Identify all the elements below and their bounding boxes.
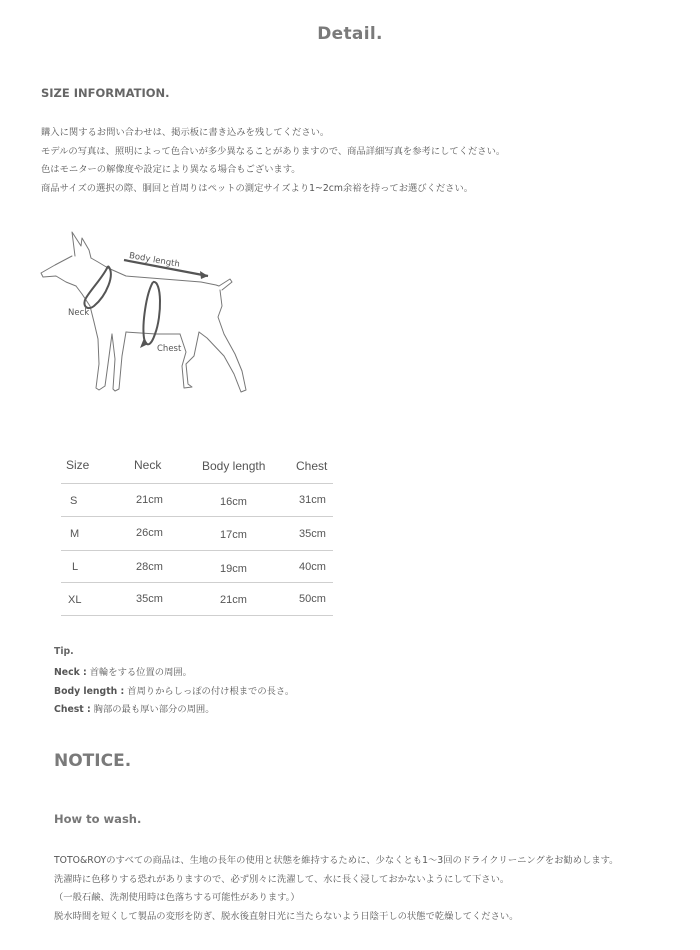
table-cell: 28cm [136, 561, 163, 573]
table-cell: 35cm [299, 528, 326, 540]
tip-item [54, 664, 192, 678]
size-info-line: 商品サイズの選択の際、胴回と首周りはペットの測定サイズより1~2cm余裕を持ってお選びください。 [41, 183, 474, 194]
table-header-size: Size [66, 458, 90, 472]
table-divider [61, 483, 333, 484]
tip-label: Chest : [54, 704, 91, 715]
size-info-line: 色はモニターの解像度や設定により異なる場合もございます。 [41, 164, 301, 175]
table-divider [61, 516, 333, 517]
body-length-label: Body length [128, 251, 181, 270]
tip-text: 首周りからしっぽの付け根までの長さ。 [124, 686, 295, 697]
table-cell: 50cm [299, 593, 326, 605]
table-cell: 26cm [136, 527, 163, 539]
table-cell: S [70, 495, 78, 507]
wash-line: 脱水時間を短くして製品の変形を防ぎ、脱水後直射日光に当たらないよう日陰干しの状態で乾燥してください。 [54, 911, 519, 922]
tip-text: 胸部の最も厚い部分の周囲。 [90, 704, 215, 715]
table-divider [61, 582, 333, 583]
size-info-line: モデルの写真は、照明によって色合いが多少異なることがありますので、商品詳細写真を参考にしてください。 [41, 146, 506, 157]
page-title: Detail. [317, 24, 383, 44]
table-cell: 17cm [220, 529, 247, 541]
tip-label: Neck : [54, 667, 87, 678]
table-header-chest: Chest [296, 459, 328, 473]
size-info-heading: SIZE INFORMATION. [41, 86, 170, 100]
notice-heading: NOTICE. [54, 751, 132, 771]
table-header-neck: Neck [134, 458, 162, 472]
table-cell: M [70, 528, 80, 540]
table-cell: 21cm [220, 594, 247, 606]
table-cell: 35cm [136, 593, 163, 605]
tip-item [54, 701, 215, 715]
table-cell: 19cm [220, 563, 247, 575]
table-cell: 21cm [136, 494, 163, 506]
table-cell: XL [68, 594, 82, 606]
wash-line: 洗濯時に色移りする恐れがありますので、必ず別々に洗濯して、水に長く浸しておかないようにして下さい。 [54, 874, 510, 885]
neck-label: Neck [68, 308, 90, 318]
wash-heading: How to wash. [54, 812, 142, 826]
chest-label: Chest [157, 344, 182, 354]
tip-heading: Tip. [54, 646, 74, 657]
table-cell: 16cm [220, 496, 247, 508]
tip-text: 首輪をする位置の周囲。 [86, 667, 192, 678]
size-info-line: 購入に関するお問い合わせは、掲示板に書き込みを残してください。 [41, 127, 330, 138]
table-header-body-length: Body length [202, 459, 266, 473]
table-cell: 31cm [299, 494, 326, 506]
table-divider [61, 550, 333, 551]
tip-label: Body length : [54, 686, 125, 697]
wash-line: （一般石鹸、洗剤使用時は色落ちする可能性があります。） [54, 892, 300, 903]
wash-line: TOTO&ROYのすべての商品は、生地の長年の使用と状態を維持するために、少なくとも1～3回のドライクリーニングをお勧めします。 [54, 855, 619, 866]
table-cell: 40cm [299, 561, 326, 573]
table-cell: L [72, 561, 79, 573]
table-divider [61, 615, 333, 616]
tip-item [54, 683, 294, 697]
